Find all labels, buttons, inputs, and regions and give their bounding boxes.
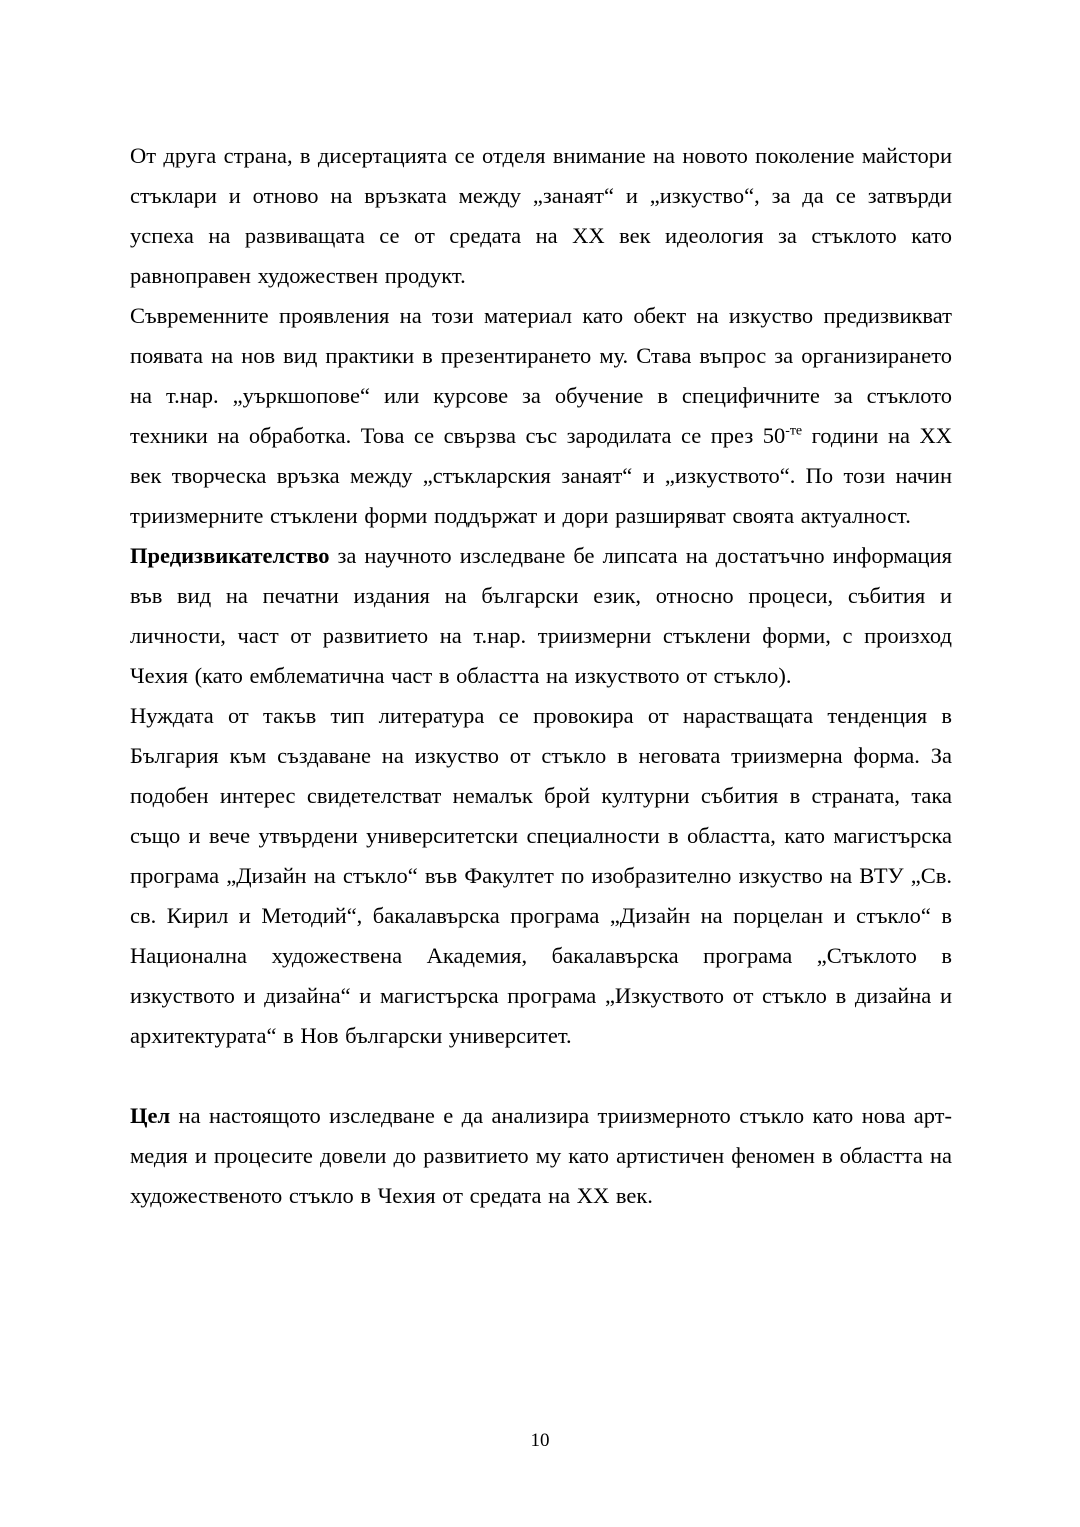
document-body [130, 136, 952, 1216]
paragraph [130, 1096, 952, 1216]
body-text: Нуждата от такъв тип литература се провокира от нарастващата тенденция в България към създаване на изкуство от стъкло в неговата триизмерна форма. За подобен интерес свидетелстват немалък брой културни събития в страната, така също и вече утвърдени университетски специалности в областта, като магистърска програма „Дизайн на стъкло“ във Факултет по изобразително изкуство на ВТУ „Св. св. Кирил и Методий“, бакалавърска програма „Дизайн на порцелан и стъкло“ в Национална художествена Академия, бакалавърска програма „Стъклото в изкуството и дизайна“ и магистърска програма „Изкуството от стъкло в дизайна и архитектурата“ в Нов български университет. [130, 703, 952, 1048]
page-number: 10 [530, 1430, 550, 1451]
bold-text: Предизвикателство [130, 543, 330, 568]
paragraph [130, 296, 952, 536]
paragraph [130, 136, 952, 296]
superscript-text: -те [785, 423, 803, 439]
body-text: години на ХХ век творческа връзка между „стъкларския занаят“ и „изкуството“. По този начин триизмерните стъклени форми поддържат и дори разширяват своята актуалност. [130, 423, 952, 528]
bold-text: Цел [130, 1103, 171, 1128]
body-text: От друга страна, в дисертацията се отделя внимание на новото поколение майстори стъклари и отново на връзката между „занаят“ и „изкуство“, за да се затвърди успеха на развиващата се от средата на ХХ век идеология за стъклото като равноправен художествен продукт. [130, 143, 952, 288]
paragraph [130, 536, 952, 696]
paragraph [130, 696, 952, 1056]
body-text: Съвременните проявления на този материал като обект на изкуство предизвикват появата на нов вид практики в презентирането му. Става въпрос за организирането на т.нар. „уъркшопове“ или курсове за обучение в специфичните за стъклото техники на обработка. Това се свързва със зародилата се през 50 [130, 303, 952, 448]
body-text: на настоящото изследване е да анализира триизмерното стъкло като нова арт-медия и процесите довели до развитието му като артистичен феномен в областта на художественото стъкло в Чехия от средата на ХХ век. [130, 1103, 952, 1208]
body-text: за научното изследване бе липсата на достатъчно информация във вид на печатни издания на български език, относно процеси, събития и личности, част от развитието на т.нар. триизмерни стъклени форми, с произход Чехия (като емблематична част в областта на изкуството от стъкло). [130, 543, 952, 688]
